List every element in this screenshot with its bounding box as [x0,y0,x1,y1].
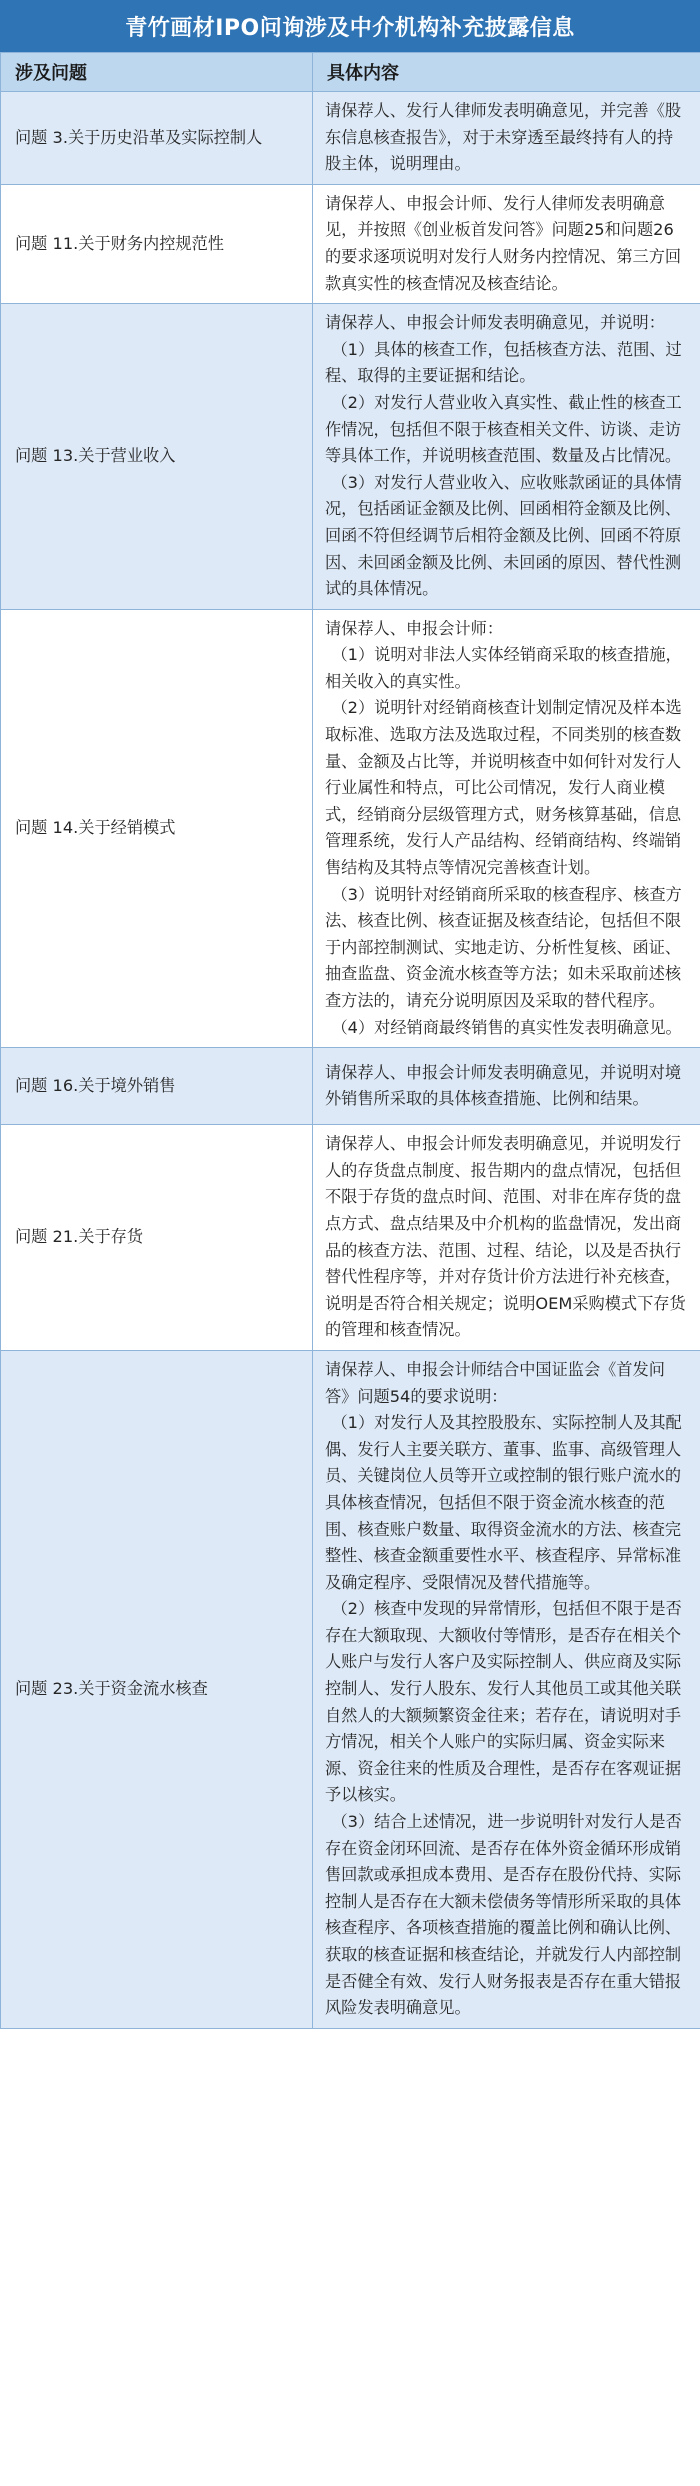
content-cell [313,92,700,185]
content-paragraph: （2）对发行人营业收入真实性、截止性的核查工作情况，包括但不限于核查相关文件、访谈、走访等具体工作，并说明核查范围、数量及占比情况。 [325,392,682,466]
content-paragraph: 请保荐人、申报会计师发表明确意见，并说明对境外销售所采取的具体核查措施、比例和结果。 [325,1062,682,1109]
content-paragraph: （2）核查中发现的异常情形，包括但不限于是否存在大额取现、大额收付等情形，是否存在相关个人账户与发行人客户及实际控制人、供应商及实际控制人、发行人股东、发行人其他员工或其他关联自然人的大额频繁资金往来；若存在，请说明对手方情况，相关个人账户的实际归属、资金实际来源、资金往来的性质及合理性，是否存在客观证据予以核实。 [325,1599,682,1805]
content-paragraph: （3）对发行人营业收入、应收账款函证的具体情况，包括函证金额及比例、回函相符金额及比例、回函不符但经调节后相符金额及比例、回函不符原因、未回函金额及比例、未回函的原因、替代性测试的具体情况。 [325,472,682,599]
content-paragraph: （4）对经销商最终销售的真实性发表明确意见。 [331,1017,682,1037]
content-paragraph: （3）结合上述情况，进一步说明针对发行人是否存在资金闭环回流、是否存在体外资金循环形成销售回款或承担成本费用、是否存在股份代持、实际控制人是否存在大额未偿债务等情形所采取的具体核查程序、各项核查措施的覆盖比例和确认比例、获取的核查证据和核查结论，并就发行人内部控制是否健全有效、发行人财务报表是否存在重大错报风险发表明确意见。 [325,1812,682,2018]
issue-cell: 问题 21.关于存货 [1,1125,313,1351]
content-paragraph: 请保荐人、申报会计师发表明确意见，并说明发行人的存货盘点制度、报告期内的盘点情况，包括但不限于存货的盘点时间、范围、对非在库存货的盘点方式、盘点结果及中介机构的监盘情况，发出商品的核查方法、范围、过程、结论，以及是否执行替代性程序等，并对存货计价方法进行补充核查，说明是否符合相关规定；说明OEM采购模式下存货的管理和核查情况。 [325,1134,686,1340]
content-paragraph: （3）说明针对经销商所采取的核查程序、核查方法、核查比例、核查证据及核查结论，包括但不限于内部控制测试、实地走访、分析性复核、函证、抽查监盘、资金流水核查等方法；如未采取前述核查方法的，请充分说明原因及采取的替代程序。 [325,884,682,1010]
disclosure-table [0,52,700,2029]
header-issue: 涉及问题 [1,53,313,92]
content-paragraph: （2）说明针对经销商核查计划制定情况及样本选取标准、选取方法及选取过程，不同类别的核查数量、金额及占比等，并说明核查中如何针对发行人行业属性和特点，可比公司情况，发行人商业模式，经销商分层级管理方式，财务核算基础，信息管理系统，发行人产品结构、经销商结构、终端销售结构及其特点等情况完善核查计划。 [325,698,682,878]
content-cell [313,304,700,610]
content-paragraph: （1）具体的核查工作，包括核查方法、范围、过程、取得的主要证据和结论。 [325,339,682,386]
table-row [1,184,700,303]
content-cell [313,1350,700,2028]
content-cell [313,609,700,1048]
content-paragraph: 请保荐人、申报会计师发表明确意见，并说明： [325,313,665,333]
table-row [1,609,700,1048]
table-row [1,1125,700,1351]
issue-cell: 问题 3.关于历史沿革及实际控制人 [1,92,313,185]
content-cell [313,1125,700,1351]
content-cell [313,184,700,303]
content-paragraph: 请保荐人、申报会计师、发行人律师发表明确意见，并按照《创业板首发问答》问题25和问题26的要求逐项说明对发行人财务内控情况、第三方回款真实性的核查情况及核查结论。 [325,193,682,293]
issue-cell: 问题 13.关于营业收入 [1,304,313,610]
table-header-row [1,53,700,92]
header-content: 具体内容 [313,53,700,92]
table-row [1,1048,700,1125]
issue-cell: 问题 16.关于境外销售 [1,1048,313,1125]
content-cell [313,1048,700,1125]
table-row [1,1350,700,2028]
issue-cell: 问题 23.关于资金流水核查 [1,1350,313,2028]
content-paragraph: 请保荐人、申报会计师： [325,618,504,638]
issue-cell: 问题 14.关于经销模式 [1,609,313,1048]
issue-cell: 问题 11.关于财务内控规范性 [1,184,313,303]
table-row [1,304,700,610]
content-paragraph: 请保荐人、发行人律师发表明确意见，并完善《股东信息核查报告》，对于未穿透至最终持有人的持股主体，说明理由。 [325,101,682,174]
table-row [1,92,700,185]
content-paragraph: （1）对发行人及其控股股东、实际控制人及其配偶、发行人主要关联方、董事、监事、高级管理人员、关键岗位人员等开立或控制的银行账户流水的具体核查情况，包括但不限于资金流水核查的范围、核查账户数量、取得资金流水的方法、核查完整性、核查金额重要性水平、核查程序、异常标准及确定程序、受限情况及替代措施等。 [325,1413,682,1592]
document-title: 青竹画材IPO问询涉及中介机构补充披露信息 [0,0,700,52]
content-paragraph: （1）说明对非法人实体经销商采取的核查措施，相关收入的真实性。 [325,645,682,691]
content-paragraph: 请保荐人、申报会计师结合中国证监会《首发问答》问题54的要求说明： [325,1359,665,1406]
